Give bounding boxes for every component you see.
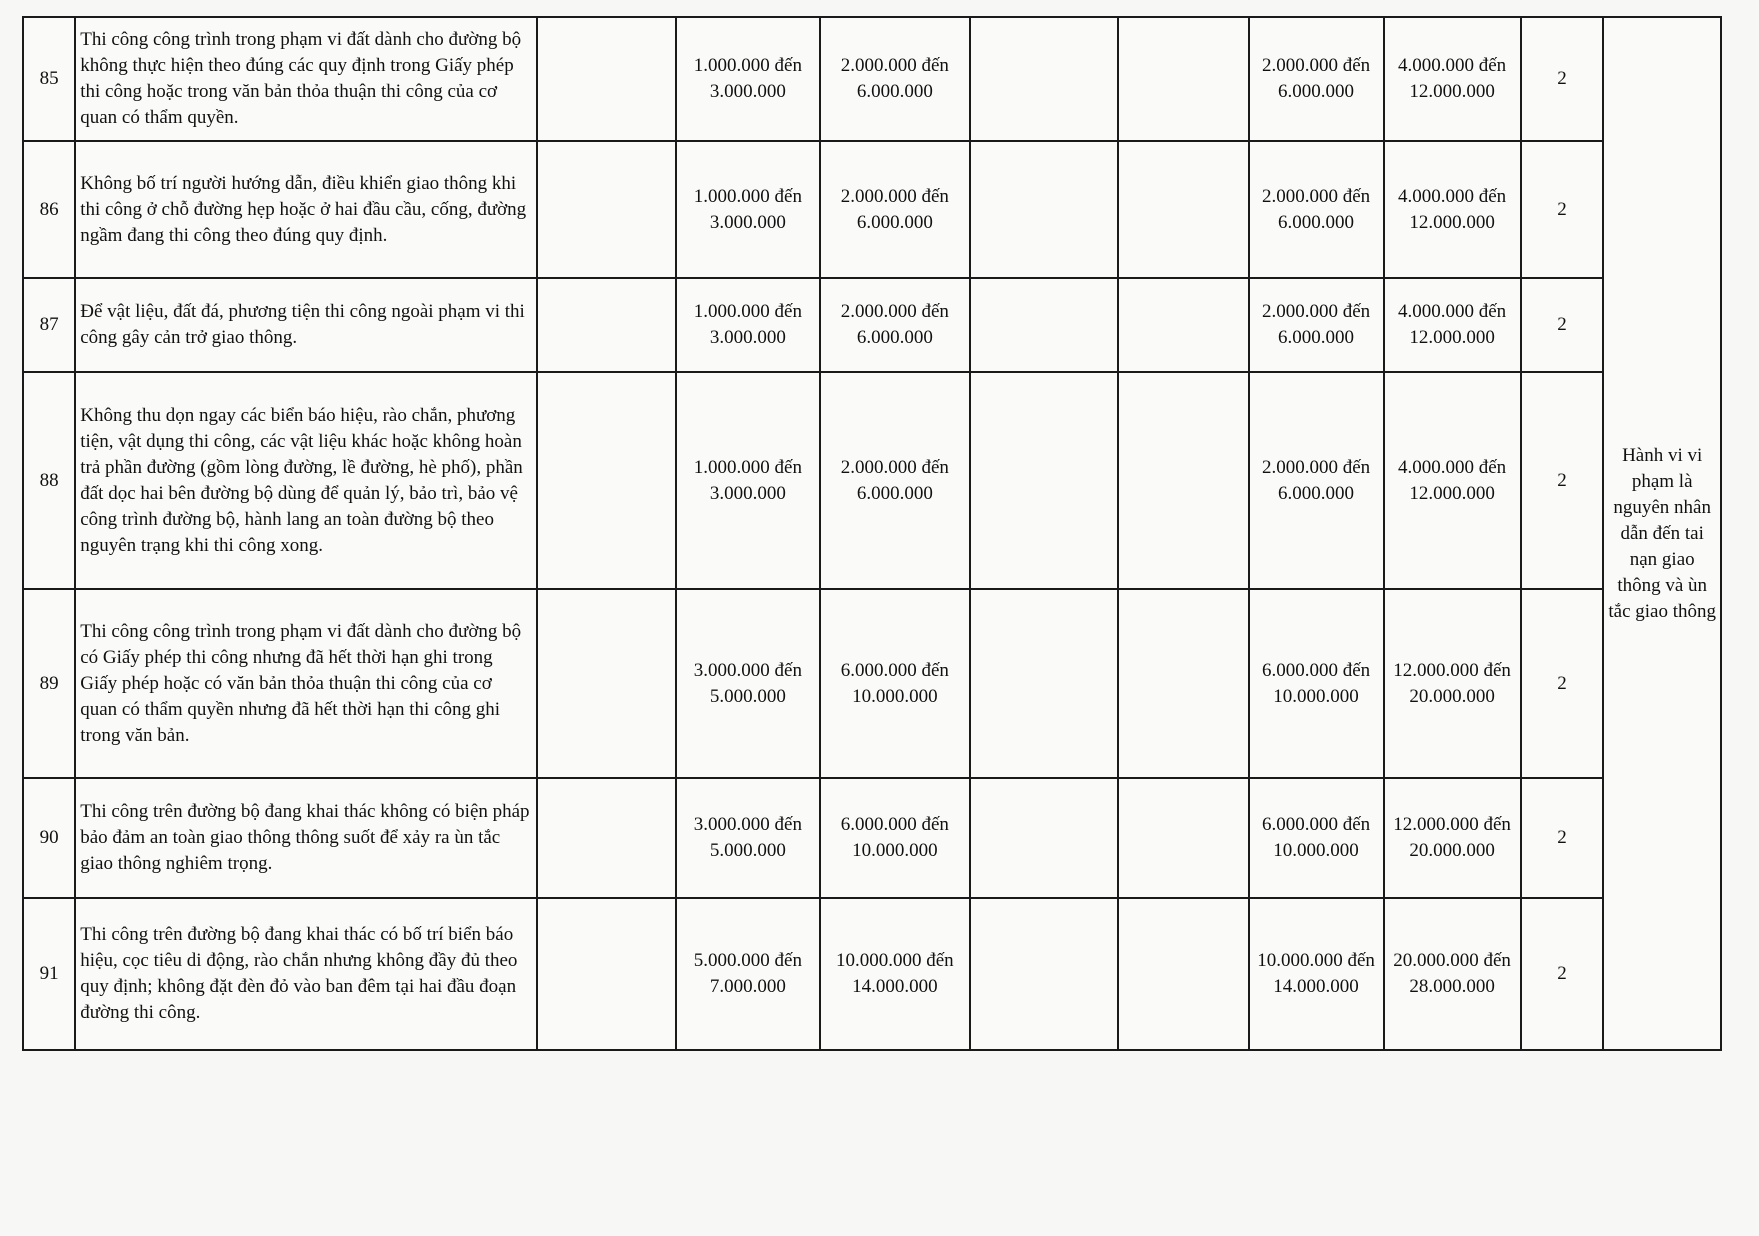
table-row <box>23 372 1721 589</box>
fine-individual-repeat: 2.000.000 đến 6.000.000 <box>1249 278 1384 372</box>
fine-individual-repeat: 10.000.000 đến 14.000.000 <box>1249 898 1384 1050</box>
empty-cell <box>1118 898 1249 1050</box>
fine-organization-repeat: 20.000.000 đến 28.000.000 <box>1384 898 1521 1050</box>
empty-cell <box>970 372 1118 589</box>
row-number: 90 <box>23 778 75 898</box>
points-deducted: 2 <box>1521 898 1604 1050</box>
empty-cell <box>1118 278 1249 372</box>
fine-individual-repeat: 6.000.000 đến 10.000.000 <box>1249 778 1384 898</box>
fine-organization: 2.000.000 đến 6.000.000 <box>820 141 970 278</box>
table-row <box>23 141 1721 278</box>
fine-organization: 6.000.000 đến 10.000.000 <box>820 589 970 778</box>
violation-description: Để vật liệu, đất đá, phương tiện thi công ngoài phạm vi thi công gây cản trở giao thông. <box>75 278 537 372</box>
fine-individual-repeat: 2.000.000 đến 6.000.000 <box>1249 372 1384 589</box>
empty-cell <box>970 17 1118 141</box>
fine-organization: 2.000.000 đến 6.000.000 <box>820 372 970 589</box>
row-number: 88 <box>23 372 75 589</box>
fine-organization-repeat: 12.000.000 đến 20.000.000 <box>1384 778 1521 898</box>
fine-organization: 2.000.000 đến 6.000.000 <box>820 278 970 372</box>
points-deducted: 2 <box>1521 141 1604 278</box>
fine-individual: 1.000.000 đến 3.000.000 <box>676 372 820 589</box>
row-number: 85 <box>23 17 75 141</box>
violation-description: Không thu dọn ngay các biển báo hiệu, rào chắn, phương tiện, vật dụng thi công, các vật liệu khác hoặc không hoàn trả phần đường (gồm lòng đường, lề đường, hè phố), phần đất dọc hai bên đường bộ dùng để quản lý, bảo trì, bảo vệ công trình đường bộ, hành lang an toàn đường bộ theo nguyên trạng khi thi công xong. <box>75 372 537 589</box>
fine-organization-repeat: 4.000.000 đến 12.000.000 <box>1384 372 1521 589</box>
fine-individual: 3.000.000 đến 5.000.000 <box>676 778 820 898</box>
empty-cell <box>537 898 676 1050</box>
violation-description: Thi công công trình trong phạm vi đất dành cho đường bộ có Giấy phép thi công nhưng đã hết thời hạn ghi trong Giấy phép hoặc có văn bản thỏa thuận thi công của cơ quan có thẩm quyền nhưng đã hết thời hạn thi công ghi trong văn bản. <box>75 589 537 778</box>
empty-cell <box>970 898 1118 1050</box>
fines-table <box>22 16 1722 1051</box>
fine-individual-repeat: 2.000.000 đến 6.000.000 <box>1249 141 1384 278</box>
row-number: 87 <box>23 278 75 372</box>
points-deducted: 2 <box>1521 372 1604 589</box>
empty-cell <box>537 778 676 898</box>
fine-organization: 2.000.000 đến 6.000.000 <box>820 17 970 141</box>
fine-individual: 1.000.000 đến 3.000.000 <box>676 17 820 141</box>
table-row <box>23 17 1721 141</box>
violation-description: Thi công trên đường bộ đang khai thác không có biện pháp bảo đảm an toàn giao thông thông suốt để xảy ra ùn tắc giao thông nghiêm trọng. <box>75 778 537 898</box>
note-cell: Hành vi vi phạm là nguyên nhân dẫn đến tai nạn giao thông và ùn tắc giao thông <box>1603 17 1721 1050</box>
empty-cell <box>1118 141 1249 278</box>
fine-organization: 10.000.000 đến 14.000.000 <box>820 898 970 1050</box>
fine-organization-repeat: 4.000.000 đến 12.000.000 <box>1384 278 1521 372</box>
table-row <box>23 278 1721 372</box>
points-deducted: 2 <box>1521 778 1604 898</box>
empty-cell <box>537 141 676 278</box>
fine-organization-repeat: 4.000.000 đến 12.000.000 <box>1384 141 1521 278</box>
empty-cell <box>537 372 676 589</box>
table-row <box>23 589 1721 778</box>
empty-cell <box>970 141 1118 278</box>
fine-individual: 3.000.000 đến 5.000.000 <box>676 589 820 778</box>
empty-cell <box>970 589 1118 778</box>
row-number: 89 <box>23 589 75 778</box>
fine-individual-repeat: 6.000.000 đến 10.000.000 <box>1249 589 1384 778</box>
row-number: 86 <box>23 141 75 278</box>
table-row <box>23 778 1721 898</box>
empty-cell <box>970 778 1118 898</box>
empty-cell <box>537 278 676 372</box>
fine-individual: 1.000.000 đến 3.000.000 <box>676 278 820 372</box>
violation-description: Không bố trí người hướng dẫn, điều khiển giao thông khi thi công ở chỗ đường hẹp hoặc ở hai đầu cầu, cống, đường ngầm đang thi công theo đúng quy định. <box>75 141 537 278</box>
fine-organization-repeat: 4.000.000 đến 12.000.000 <box>1384 17 1521 141</box>
violation-description: Thi công công trình trong phạm vi đất dành cho đường bộ không thực hiện theo đúng các quy định trong Giấy phép thi công hoặc trong văn bản thỏa thuận thi công của cơ quan có thẩm quyền. <box>75 17 537 141</box>
fine-individual: 5.000.000 đến 7.000.000 <box>676 898 820 1050</box>
points-deducted: 2 <box>1521 17 1604 141</box>
fine-individual: 1.000.000 đến 3.000.000 <box>676 141 820 278</box>
fine-organization: 6.000.000 đến 10.000.000 <box>820 778 970 898</box>
points-deducted: 2 <box>1521 278 1604 372</box>
empty-cell <box>1118 778 1249 898</box>
empty-cell <box>970 278 1118 372</box>
table-row <box>23 898 1721 1050</box>
violation-description: Thi công trên đường bộ đang khai thác có bố trí biển báo hiệu, cọc tiêu di động, rào chắn nhưng không đầy đủ theo quy định; không đặt đèn đỏ vào ban đêm tại hai đầu đoạn đường thi công. <box>75 898 537 1050</box>
row-number: 91 <box>23 898 75 1050</box>
points-deducted: 2 <box>1521 589 1604 778</box>
empty-cell <box>1118 372 1249 589</box>
fine-organization-repeat: 12.000.000 đến 20.000.000 <box>1384 589 1521 778</box>
empty-cell <box>1118 589 1249 778</box>
empty-cell <box>537 17 676 141</box>
fine-individual-repeat: 2.000.000 đến 6.000.000 <box>1249 17 1384 141</box>
document-page <box>22 16 1722 1051</box>
empty-cell <box>1118 17 1249 141</box>
empty-cell <box>537 589 676 778</box>
